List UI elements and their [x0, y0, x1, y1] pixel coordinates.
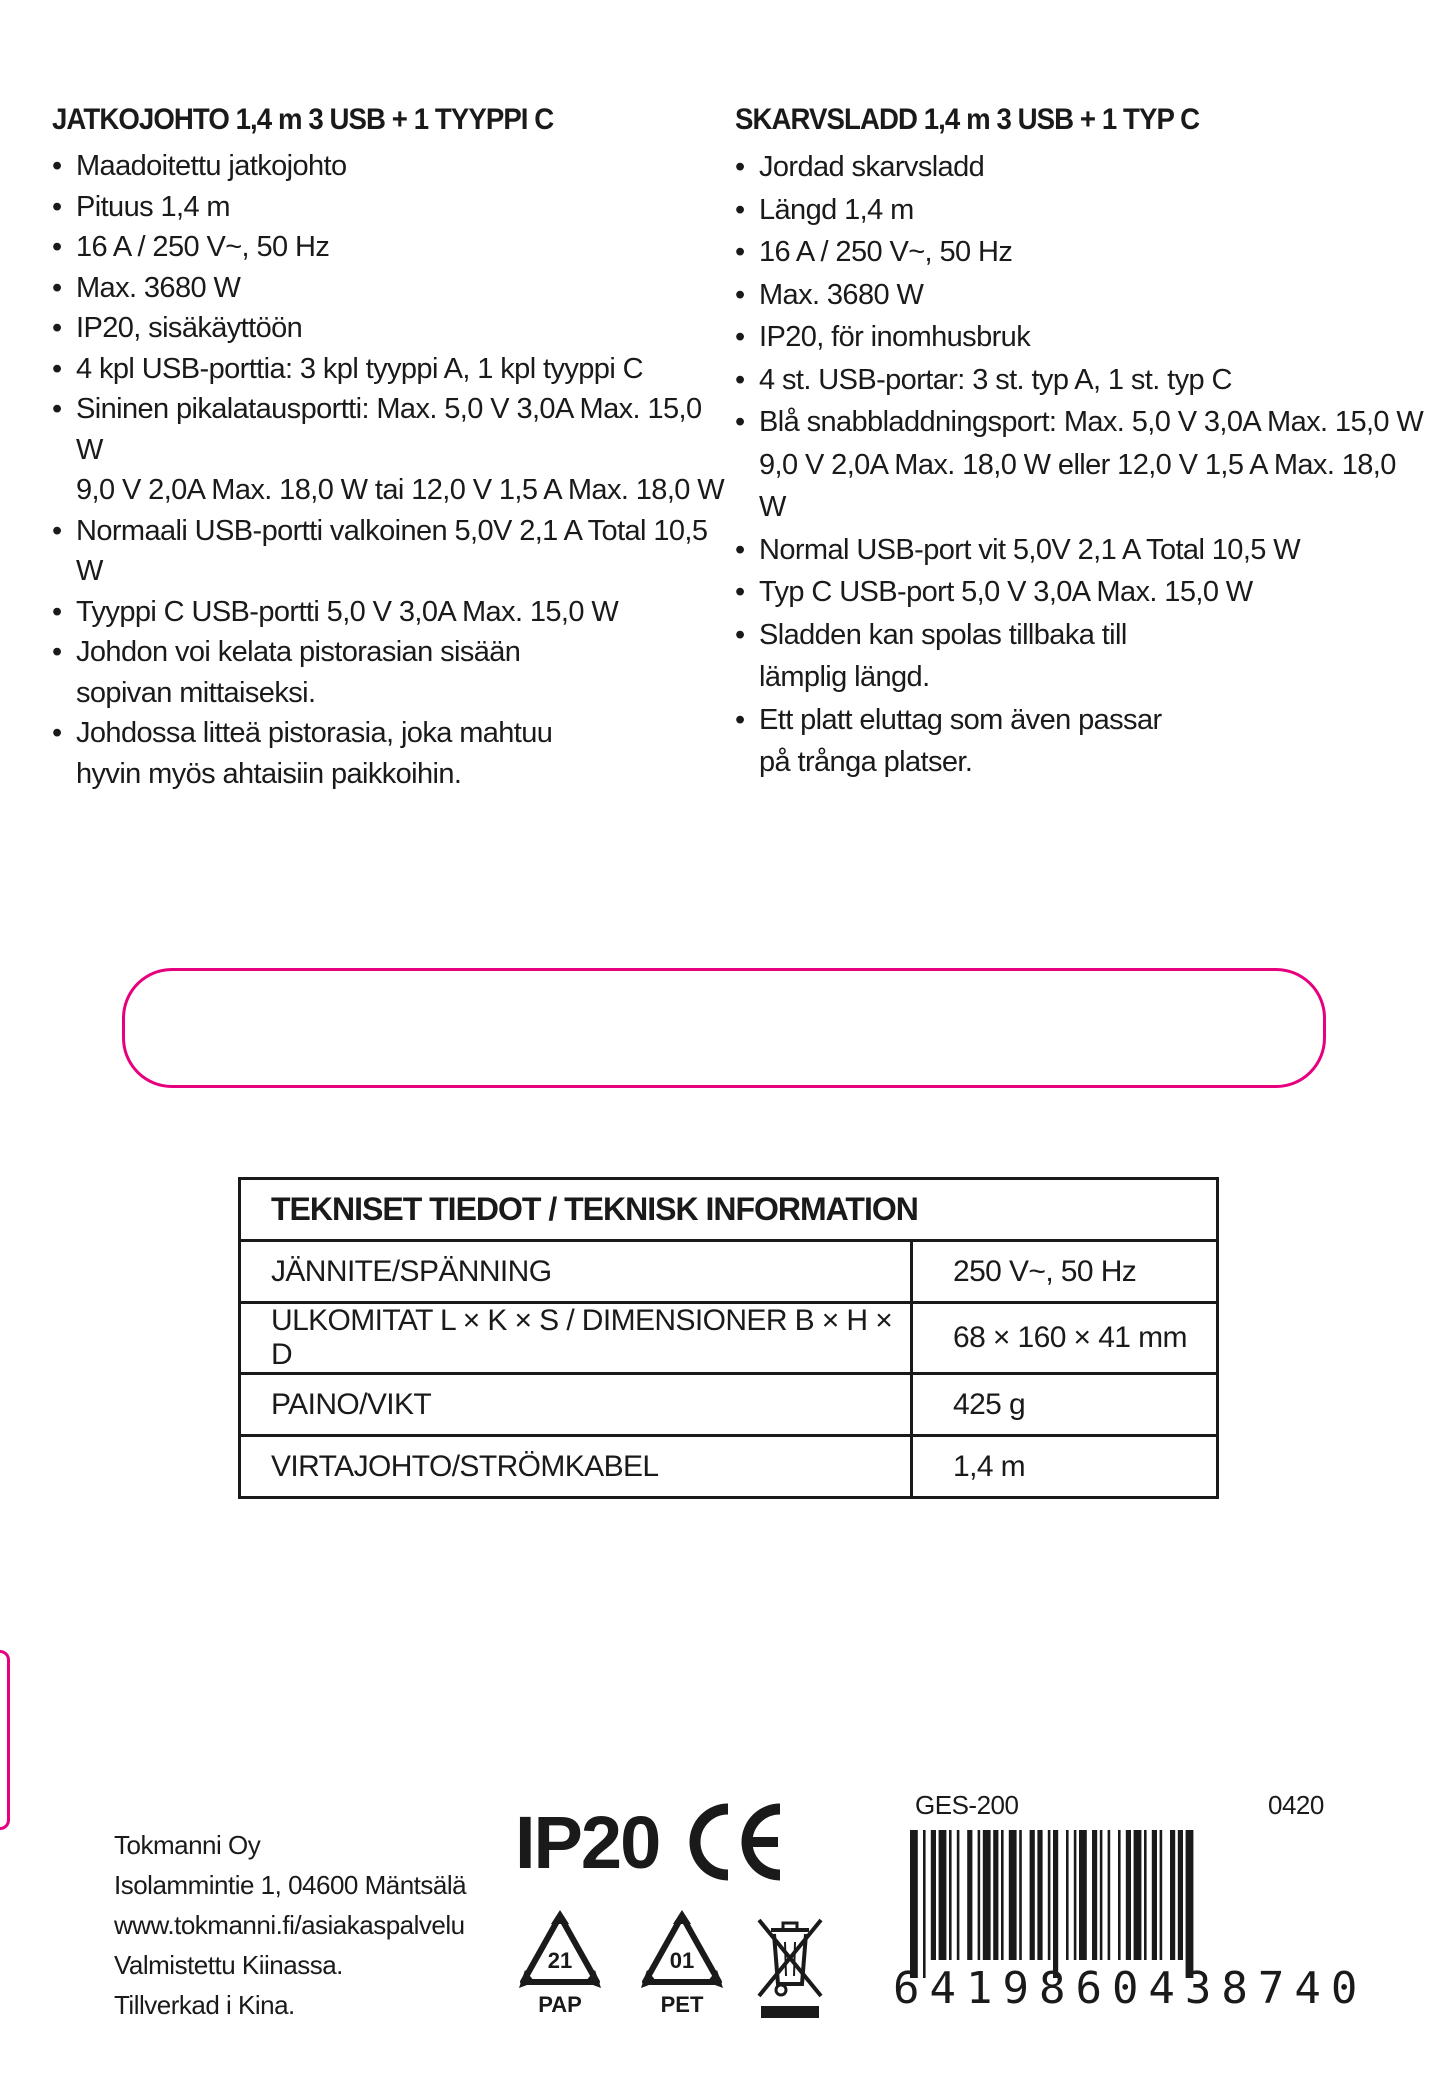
barcode-bar — [1160, 1830, 1163, 1960]
barcode-bar — [1186, 1830, 1194, 1978]
spec-row — [240, 1303, 1218, 1374]
company-name: Tokmanni Oy — [114, 1830, 261, 1860]
barcode-bar — [1001, 1830, 1004, 1960]
technical-spec-table — [238, 1177, 1219, 1499]
barcode-bar — [1100, 1830, 1103, 1960]
spec-label: ULKOMITAT L × K × S / DIMENSIONER B × H × D — [240, 1303, 912, 1374]
crossed-bin-icon — [755, 1912, 825, 2022]
swedish-feature: • 16 A / 250 V~, 50 Hz — [735, 231, 1425, 274]
finnish-feature: • 16 A / 250 V~, 50 Hz — [52, 227, 732, 268]
spec-value: 250 V~, 50 Hz — [912, 1241, 1218, 1303]
pap-label: PAP — [538, 1992, 582, 2017]
ip-rating-mark: IP20 — [515, 1801, 660, 1884]
pet-code: 01 — [669, 1948, 695, 1973]
spec-value: 68 × 160 × 41 mm — [912, 1303, 1218, 1374]
swedish-feature: • IP20, för inomhusbruk — [735, 316, 1425, 359]
barcode-bar — [1092, 1830, 1097, 1960]
spec-header-row — [240, 1179, 1218, 1241]
barcode-bar — [1074, 1830, 1077, 1960]
barcode-bar — [939, 1830, 947, 1960]
swedish-feature: • Max. 3680 W — [735, 274, 1425, 317]
finnish-feature-list — [52, 146, 732, 794]
spec-label: PAINO/VIKT — [240, 1374, 912, 1436]
spec-header: TEKNISET TIEDOT / TEKNISK INFORMATION — [240, 1179, 1218, 1241]
swedish-feature: • Ett platt eluttag som även passar på trånga platser. — [735, 699, 1425, 784]
spec-label: JÄNNITE/SPÄNNING — [240, 1241, 912, 1303]
finnish-product-info — [52, 100, 732, 794]
swedish-feature: • Längd 1,4 m — [735, 189, 1425, 232]
barcode-bars — [908, 1830, 1328, 1980]
barcode-bar — [1118, 1830, 1121, 1960]
finnish-title: JATKOJOHTO 1,4 m 3 USB + 1 TYYPPI C — [52, 103, 554, 136]
swedish-feature: • Sladden kan spolas tillbaka till lämplig längd. — [735, 614, 1425, 699]
pap-code: 21 — [547, 1948, 573, 1973]
barcode-bar — [949, 1830, 952, 1960]
pink-rounded-frame — [122, 968, 1326, 1088]
swedish-feature: • Blå snabbladdningsport: Max. 5,0 V 3,0A Max. 15,0 W 9,0 V 2,0A Max. 18,0 W eller 12,0 V 1,5 A Max. 18,0 W — [735, 401, 1425, 529]
barcode-bar — [1108, 1830, 1111, 1960]
barcode-bar — [1152, 1830, 1157, 1960]
barcode-bar — [1170, 1830, 1175, 1960]
barcode-bar — [1019, 1830, 1022, 1960]
barcode-date: 0420 — [1268, 1790, 1324, 1820]
barcode-bar — [1048, 1830, 1051, 1960]
swedish-feature-list — [735, 146, 1425, 784]
barcode-model: GES-200 — [915, 1790, 1019, 1820]
barcode-bar — [957, 1830, 960, 1960]
barcode-bar — [993, 1830, 998, 1960]
swedish-title: SKARVSLADD 1,4 m 3 USB + 1 TYP C — [735, 103, 1200, 136]
barcode-bar — [1053, 1830, 1058, 1978]
barcode-bar — [1126, 1830, 1131, 1960]
swedish-feature: • Normal USB-port vit 5,0V 2,1 A Total 10,5 W — [735, 529, 1425, 572]
finnish-feature: • Maadoitettu jatkojohto — [52, 146, 732, 187]
barcode-bar — [910, 1830, 918, 1978]
finnish-feature: • Tyyppi C USB-portti 5,0 V 3,0A Max. 15,0 W — [52, 592, 732, 633]
finnish-feature: • Pituus 1,4 m — [52, 187, 732, 228]
barcode-bar — [1079, 1830, 1087, 1960]
company-street: Isolammintie 1, 04600 Mäntsälä — [114, 1870, 467, 1900]
barcode-bar — [1144, 1830, 1147, 1960]
barcode-bar — [967, 1830, 972, 1960]
swedish-product-info — [735, 100, 1425, 784]
finnish-feature: • Normaali USB-portti valkoinen 5,0V 2,1 A Total 10,5 W — [52, 511, 732, 592]
barcode-bar — [931, 1830, 936, 1960]
barcode-bar — [1030, 1830, 1035, 1960]
barcode-bar — [923, 1830, 926, 1978]
finnish-feature: • Johdossa litteä pistorasia, joka mahtuu hyvin myös ahtaisiin paikkoihin. — [52, 713, 732, 794]
barcode-bar — [1134, 1830, 1142, 1960]
finnish-feature: • 4 kpl USB-porttia: 3 kpl tyyppi A, 1 kpl tyyppi C — [52, 349, 732, 390]
barcode-number: 6419860438740 — [893, 1963, 1368, 2014]
barcode-bar — [1037, 1830, 1042, 1960]
barcode-bar — [1066, 1830, 1069, 1960]
origin-fi: Valmistettu Kiinassa. — [114, 1950, 343, 1980]
barcode-bar — [978, 1830, 981, 1960]
finnish-feature: • Sininen pikalatausportti: Max. 5,0 V 3,0A Max. 15,0 W 9,0 V 2,0A Max. 18,0 W tai 12,0 V 1,5 A Max. 18,0 W — [52, 389, 732, 511]
recycle-pap-icon — [515, 1910, 605, 2020]
barcode-bar — [1009, 1830, 1017, 1960]
spec-value: 1,4 m — [912, 1436, 1218, 1498]
pet-label: PET — [660, 1992, 704, 2017]
pink-edge-mark — [0, 1650, 10, 1830]
finnish-feature: • Max. 3680 W — [52, 268, 732, 309]
company-address — [114, 1825, 466, 2025]
swedish-feature: • 4 st. USB-portar: 3 st. typ A, 1 st. typ C — [735, 359, 1425, 402]
spec-row — [240, 1241, 1218, 1303]
barcode-bar — [983, 1830, 991, 1960]
company-website: www.tokmanni.fi/asiakaspalvelu — [114, 1910, 465, 1940]
recycle-pet-icon — [637, 1910, 727, 2020]
spec-row — [240, 1374, 1218, 1436]
origin-sv: Tillverkad i Kina. — [114, 1990, 295, 2020]
spec-label: VIRTAJOHTO/STRÖMKABEL — [240, 1436, 912, 1498]
ce-mark-icon — [680, 1797, 790, 1887]
spec-value: 425 g — [912, 1374, 1218, 1436]
finnish-feature: • Johdon voi kelata pistorasian sisään sopivan mittaiseksi. — [52, 632, 732, 713]
barcode-bar — [1178, 1830, 1183, 1960]
swedish-feature: • Jordad skarvsladd — [735, 146, 1425, 189]
spec-row — [240, 1436, 1218, 1498]
swedish-feature: • Typ C USB-port 5,0 V 3,0A Max. 15,0 W — [735, 571, 1425, 614]
finnish-feature: • IP20, sisäkäyttöön — [52, 308, 732, 349]
